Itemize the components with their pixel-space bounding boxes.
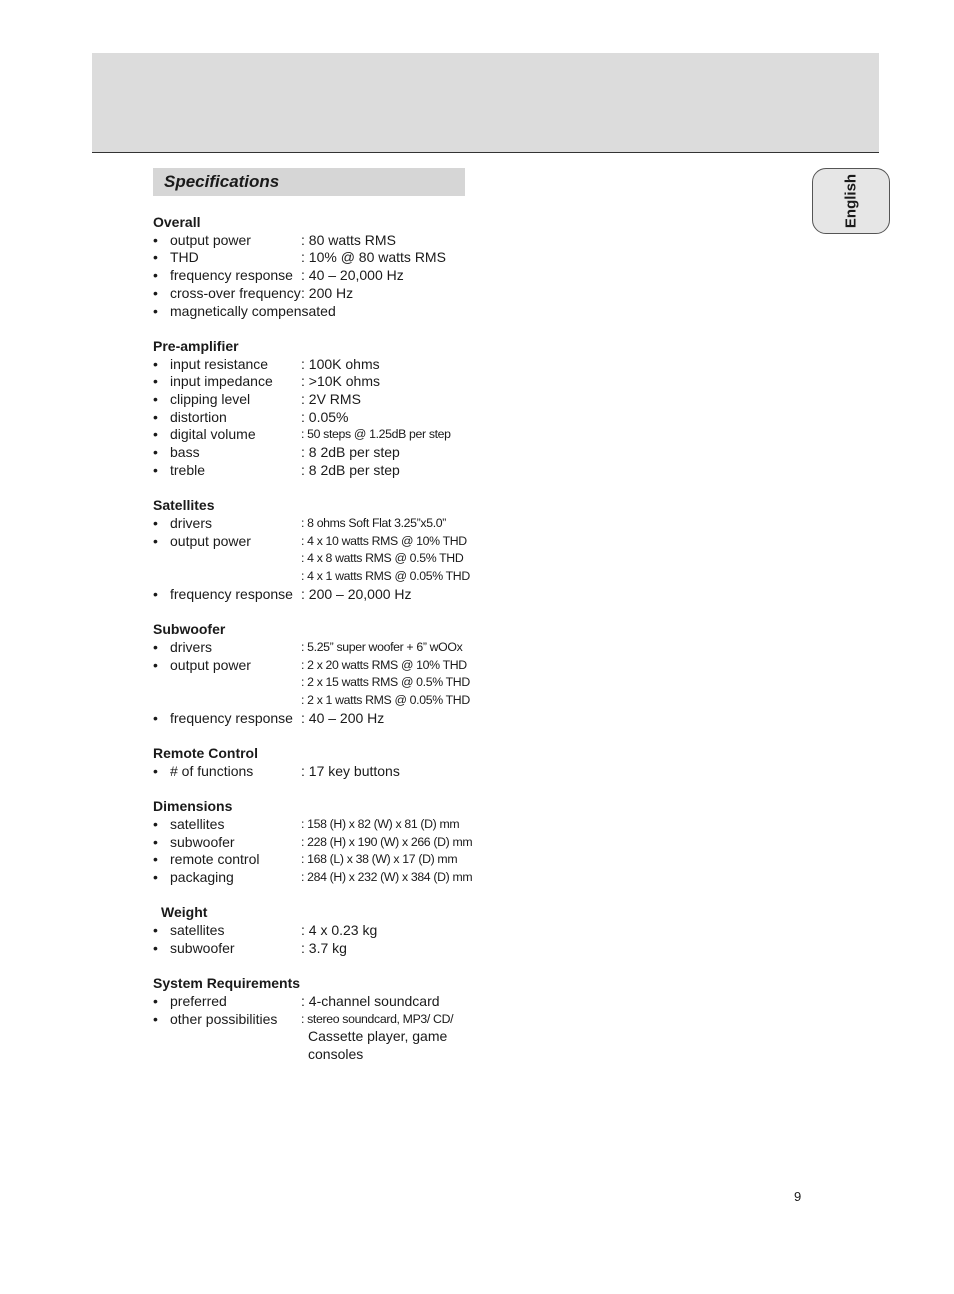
spec-value: : 3.7 kg [301,939,347,956]
spec-label: frequency response [170,267,293,284]
spec-value: Cassette player, game [308,1028,448,1045]
spec-value: : 100K ohms [301,355,380,372]
spec-row-continued [153,692,483,710]
spec-label: output power [170,532,251,549]
spec-label: input resistance [170,355,269,372]
spec-row: • subwoofer : 228 (H) x 190 (W) x 266 (D) mm [153,833,473,850]
spec-row: • distortion : 0.05% [153,408,349,425]
spec-label: digital volume [170,426,256,443]
spec-value: : 5.25” super woofer + 6” wOOx [301,639,463,654]
group-overall [153,214,483,320]
group-title: Dimensions [153,798,233,815]
spec-value: : 228 (H) x 190 (W) x 266 (D) mm [301,834,473,849]
spec-value: : 17 key buttons [301,762,400,779]
section-title: Specifications [164,172,280,191]
language-tab-label: English [842,173,860,229]
spec-label: drivers [170,514,213,531]
spec-row: • packaging : 284 (H) x 232 (W) x 384 (D) mm [153,868,473,885]
spec-row: • frequency response : 40 – 200 Hz [153,709,385,726]
spec-label: output power [170,656,251,673]
spec-row: • output power : 4 x 10 watts RMS @ 10% THD [153,532,467,549]
spec-label: remote control [170,851,260,868]
group-dimensions [153,798,483,887]
spec-value: : 8 2dB per step [301,444,400,461]
group-subwoofer [153,621,483,727]
spec-row: • input impedance : >10K ohms [153,373,380,390]
language-tab [812,168,890,234]
spec-label: frequency response [170,709,293,726]
section-title-bar [153,168,465,196]
spec-label: drivers [170,638,213,655]
spec-row: • magnetically compensated [153,302,336,319]
spec-row: • treble : 8 2dB per step [153,461,400,478]
spec-label: bass [170,444,200,461]
spec-value: : 4-channel soundcard [301,992,440,1009]
spec-value: : 200 Hz [301,284,354,301]
page-number: 9 [794,1189,802,1204]
spec-row-continued [153,550,483,568]
spec-row-continued [153,1028,483,1046]
spec-value: : 8 ohms Soft Flat 3.25”x5.0” [301,515,446,530]
spec-row: • satellites : 158 (H) x 82 (W) x 81 (D) mm [153,815,460,832]
spec-label: # of functions [170,762,254,779]
spec-row: • preferred : 4-channel soundcard [153,992,440,1009]
spec-row: • clipping level : 2V RMS [153,391,361,408]
group-preamplifier [153,338,483,480]
spec-row: • drivers : 8 ohms Soft Flat 3.25”x5.0” [153,514,446,531]
spec-row: • THD : 10% @ 80 watts RMS [153,249,446,266]
spec-label: distortion [170,408,227,425]
spec-label: clipping level [170,391,251,408]
spec-label: THD [170,249,199,266]
group-weight [153,904,483,957]
spec-label: other possibilities [170,1010,278,1027]
spec-row: • output power : 80 watts RMS [153,231,396,248]
spec-value: : 80 watts RMS [301,231,396,248]
group-title: Satellites [153,497,215,514]
spec-label: satellites [170,815,225,832]
spec-label: output power [170,231,251,248]
spec-row-continued [153,568,483,586]
specifications-list [153,214,483,1081]
spec-label: packaging [170,868,234,885]
spec-label: preferred [170,992,227,1009]
spec-value: : 40 – 20,000 Hz [301,267,404,284]
spec-row-continued [153,1046,483,1064]
spec-value: : 10% @ 80 watts RMS [301,249,446,266]
header-band [92,53,879,153]
spec-value: : 8 2dB per step [301,461,400,478]
spec-value: : 40 – 200 Hz [301,709,385,726]
group-title: Weight [161,904,208,921]
group-title: Overall [153,214,201,230]
spec-row: • cross-over frequency : 200 Hz [153,284,354,301]
spec-label: frequency response [170,585,293,602]
spec-label: treble [170,461,206,478]
spec-row: • frequency response : 40 – 20,000 Hz [153,267,404,284]
group-satellites [153,497,483,603]
spec-row: • input resistance : 100K ohms [153,355,380,372]
group-title: Remote Control [153,745,258,762]
spec-row: • output power : 2 x 20 watts RMS @ 10% THD [153,656,467,673]
spec-row: • frequency response : 200 – 20,000 Hz [153,585,412,602]
spec-row: • digital volume : 50 steps @ 1.25dB per step [153,426,451,443]
spec-value: : 158 (H) x 82 (W) x 81 (D) mm [301,816,460,831]
spec-value: : >10K ohms [301,373,380,390]
group-system-requirements [153,975,483,1064]
spec-value: : 2 x 20 watts RMS @ 10% THD [301,657,467,672]
group-remote-control [153,745,483,780]
spec-value: : 4 x 1 watts RMS @ 0.05% THD [301,569,470,584]
spec-value: : 2 x 15 watts RMS @ 0.5% THD [301,675,470,690]
spec-label: input impedance [170,373,273,390]
spec-value: : 2V RMS [301,391,361,408]
spec-row: • # of functions : 17 key buttons [153,762,400,779]
spec-row: • bass : 8 2dB per step [153,444,400,461]
group-title: System Requirements [153,975,301,992]
spec-value: : 4 x 8 watts RMS @ 0.5% THD [301,551,464,566]
spec-row: • other possibilities : stereo soundcard, MP3/ CD/ [153,1010,454,1027]
spec-row: • drivers : 5.25” super woofer + 6” wOOx [153,638,463,655]
spec-row: • satellites : 4 x 0.23 kg [153,922,378,939]
spec-value: : 4 x 0.23 kg [301,922,378,939]
spec-value: : 2 x 1 watts RMS @ 0.05% THD [301,692,470,707]
spec-value: consoles [308,1045,364,1062]
spec-value: : 168 (L) x 38 (W) x 17 (D) mm [301,852,458,867]
spec-value: : 200 – 20,000 Hz [301,585,412,602]
spec-row: • subwoofer : 3.7 kg [153,939,347,956]
spec-label: cross-over frequency [170,284,301,301]
spec-label: subwoofer [170,833,235,850]
group-title: Subwoofer [153,621,226,638]
spec-label: magnetically compensated [170,302,336,319]
spec-value: : stereo soundcard, MP3/ CD/ [301,1011,454,1026]
spec-value: : 50 steps @ 1.25dB per step [301,427,451,442]
group-title: Pre-amplifier [153,337,239,354]
spec-row: • remote control : 168 (L) x 38 (W) x 17 (D) mm [153,851,458,868]
spec-value: : 0.05% [301,408,349,425]
spec-row-continued [153,674,483,692]
spec-value: : 4 x 10 watts RMS @ 10% THD [301,533,467,548]
spec-label: subwoofer [170,939,235,956]
spec-value: : 284 (H) x 232 (W) x 384 (D) mm [301,869,473,884]
spec-label: satellites [170,922,225,939]
